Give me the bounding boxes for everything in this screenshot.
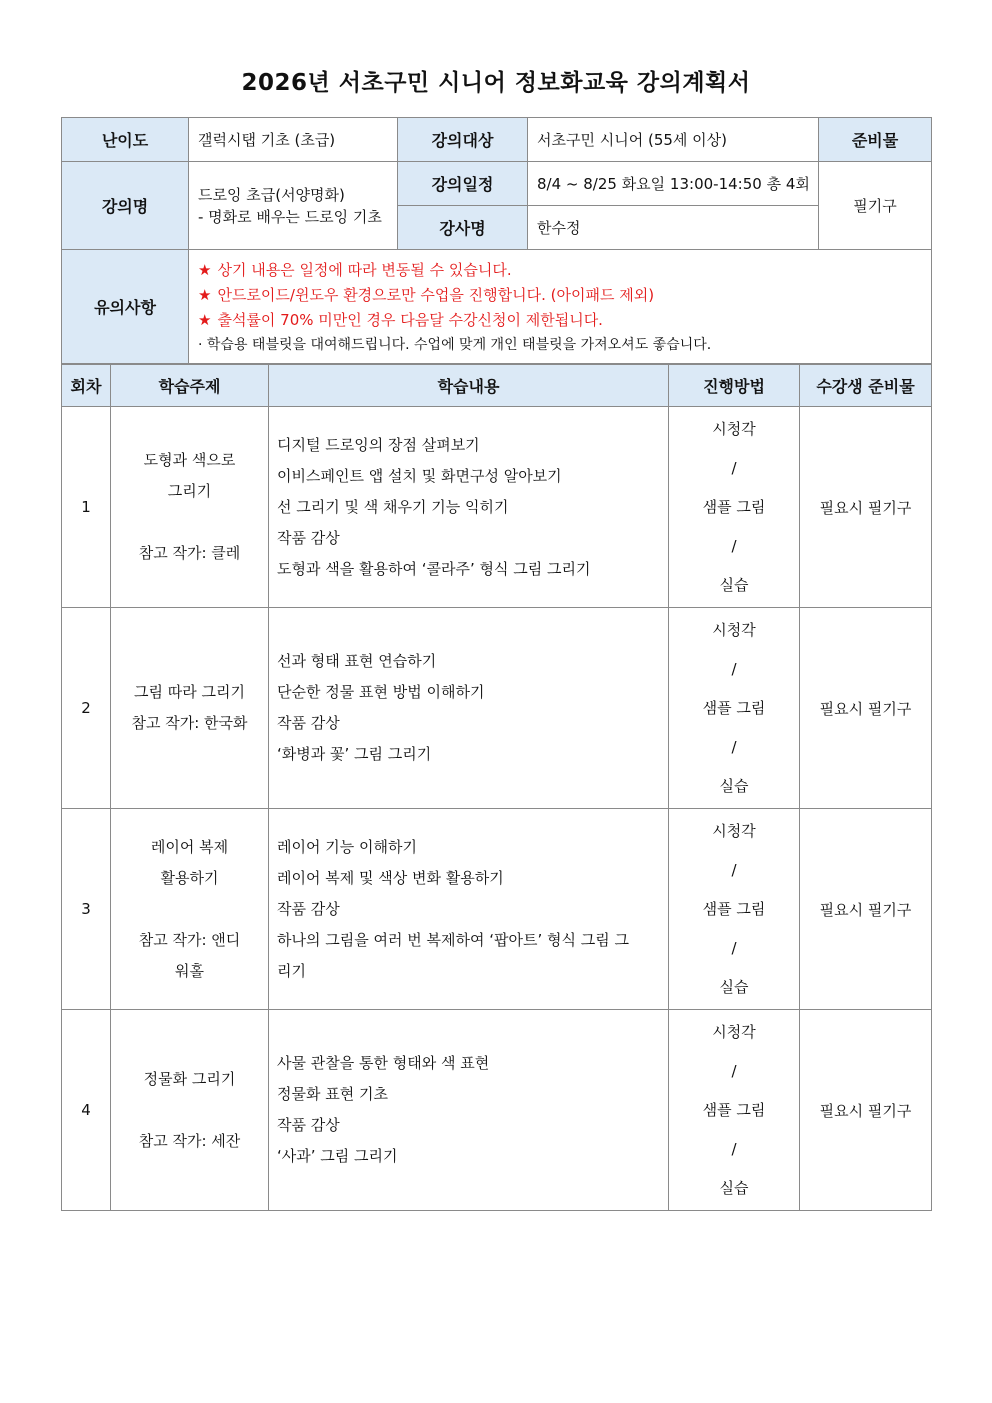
star-icon: ★	[198, 260, 212, 279]
topic-line: 참고 작가: 한국화	[131, 714, 248, 732]
notice-list	[189, 250, 932, 364]
method-line: 샘플 그림	[702, 899, 766, 918]
content-line: 도형과 색을 활용하여 ‘콜라주’ 형식 그림 그리기	[277, 559, 591, 578]
prep-value: 필기구	[819, 162, 932, 250]
session-prep: 필요시 필기구	[800, 608, 932, 809]
method-line: 시청각	[712, 620, 756, 639]
difficulty-label: 난이도	[62, 118, 189, 162]
method-line: 샘플 그림	[702, 698, 766, 717]
method-line: 샘플 그림	[702, 1100, 766, 1119]
content-line: 선 그리기 및 색 채우기 기능 익히기	[277, 497, 509, 516]
col-header-content: 학습내용	[269, 365, 669, 407]
instructor-label: 강사명	[398, 206, 528, 250]
method-line: /	[731, 938, 737, 957]
page-title: 2026년 서초구민 시니어 정보화교육 강의계획서	[241, 70, 751, 96]
session-content	[269, 1010, 669, 1211]
session-method	[669, 809, 800, 1010]
course-name-line1: 드로잉 초급(서양명화)	[198, 185, 345, 204]
topic-line: 참고 작가: 세잔	[138, 1131, 241, 1150]
session-prep: 필요시 필기구	[800, 809, 932, 1010]
content-line: 작품 감상	[277, 899, 340, 918]
method-line: 시청각	[712, 419, 756, 438]
method-line: /	[731, 1061, 737, 1080]
method-line: /	[731, 659, 737, 678]
session-content	[269, 809, 669, 1010]
topic-line: 참고 작가: 앤디	[138, 930, 241, 949]
method-line: 샘플 그림	[702, 497, 766, 516]
schedule-value: 8/4 ~ 8/25 화요일 13:00-14:50 총 4회	[528, 162, 819, 206]
session-number: 4	[62, 1010, 111, 1211]
target-value: 서초구민 시니어 (55세 이상)	[528, 118, 819, 162]
star-icon: ★	[198, 310, 212, 329]
topic-line: 도형과 색으로	[143, 451, 236, 469]
session-method	[669, 1010, 800, 1211]
session-content	[269, 608, 669, 809]
topic-line: 참고 작가: 클레	[138, 544, 241, 562]
notice-plain: · 학습용 태블릿을 대여해드립니다. 수업에 맞게 개인 태블릿을 가져오셔도 좋습니다.	[198, 336, 712, 353]
session-prep: 필요시 필기구	[800, 1010, 932, 1211]
method-line: /	[731, 860, 737, 879]
topic-line: 정물화 그리기	[143, 1069, 236, 1088]
notice-item: ★ 상기 내용은 일정에 따라 변동될 수 있습니다.	[198, 260, 512, 279]
col-header-method: 진행방법	[669, 365, 800, 407]
content-line: 디지털 드로잉의 장점 살펴보기	[277, 435, 480, 454]
course-name	[189, 162, 398, 250]
method-line: /	[731, 737, 737, 756]
topic-line	[111, 1095, 268, 1126]
notice-item: ★ 안드로이드/윈도우 환경으로만 수업을 진행합니다. (아이패드 제외)	[198, 285, 655, 304]
session-number: 1	[62, 407, 111, 608]
target-label: 강의대상	[398, 118, 528, 162]
method-line: /	[731, 1139, 737, 1158]
content-line: 선과 형태 표현 연습하기	[277, 652, 437, 670]
content-line: 리기	[277, 961, 306, 980]
method-line: 실습	[719, 1178, 749, 1197]
prep-label: 준비물	[819, 118, 932, 162]
session-topic	[111, 1010, 269, 1211]
schedule-table	[61, 364, 932, 1211]
notice-item: ★ 출석률이 70% 미만인 경우 다음달 수강신청이 제한됩니다.	[198, 310, 603, 329]
table-row	[62, 407, 932, 608]
table-row	[62, 809, 932, 1010]
col-header-no: 회차	[62, 365, 111, 407]
session-prep: 필요시 필기구	[800, 407, 932, 608]
topic-line: 레이어 복제	[150, 837, 229, 856]
table-row	[62, 1010, 932, 1211]
method-line: 실습	[719, 776, 749, 795]
schedule-label: 강의일정	[398, 162, 528, 206]
content-line: 레이어 복제 및 색상 변화 활용하기	[277, 868, 504, 887]
method-line: 시청각	[712, 821, 756, 840]
col-header-topic: 학습주제	[111, 365, 269, 407]
session-topic	[111, 608, 269, 809]
method-line: 시청각	[712, 1022, 756, 1041]
content-line: 작품 감상	[277, 528, 340, 547]
session-method	[669, 407, 800, 608]
content-line: 이비스페인트 앱 설치 및 화면구성 알아보기	[277, 466, 562, 485]
col-header-prep: 수강생 준비물	[800, 365, 932, 407]
course-name-line2: - 명화로 배우는 드로잉 기초	[198, 207, 382, 226]
content-line: 단순한 정물 표현 방법 이해하기	[277, 683, 485, 701]
topic-line	[111, 507, 268, 538]
session-topic	[111, 407, 269, 608]
method-line: 실습	[719, 575, 749, 594]
topic-line: 그리기	[167, 482, 212, 500]
star-icon: ★	[198, 285, 212, 304]
topic-line	[111, 894, 268, 925]
session-method	[669, 608, 800, 809]
course-info-table	[61, 117, 932, 364]
topic-line: 그림 따라 그리기	[134, 683, 245, 701]
course-label: 강의명	[62, 162, 189, 250]
session-content	[269, 407, 669, 608]
difficulty-value: 갤럭시탭 기초 (초급)	[189, 118, 398, 162]
topic-line: 활용하기	[160, 868, 219, 887]
topic-line: 워홀	[175, 961, 204, 980]
method-line: /	[731, 458, 737, 477]
instructor-value: 한수정	[528, 206, 819, 250]
content-line: 사물 관찰을 통한 형태와 색 표현	[277, 1054, 490, 1072]
session-number: 3	[62, 809, 111, 1010]
method-line: 실습	[719, 977, 749, 996]
session-number: 2	[62, 608, 111, 809]
content-line: 작품 감상	[277, 1116, 340, 1134]
content-line: 하나의 그림을 여러 번 복제하여 ‘팝아트’ 형식 그림 그	[277, 930, 629, 949]
content-line: 레이어 기능 이해하기	[277, 837, 417, 856]
content-line: ‘사과’ 그림 그리기	[277, 1147, 398, 1165]
table-row	[62, 608, 932, 809]
content-line: 작품 감상	[277, 714, 340, 732]
content-line: 정물화 표현 기초	[277, 1085, 388, 1103]
method-line: /	[731, 536, 737, 555]
session-topic	[111, 809, 269, 1010]
notice-label: 유의사항	[62, 250, 189, 364]
content-line: ‘화병과 꽃’ 그림 그리기	[277, 745, 432, 763]
